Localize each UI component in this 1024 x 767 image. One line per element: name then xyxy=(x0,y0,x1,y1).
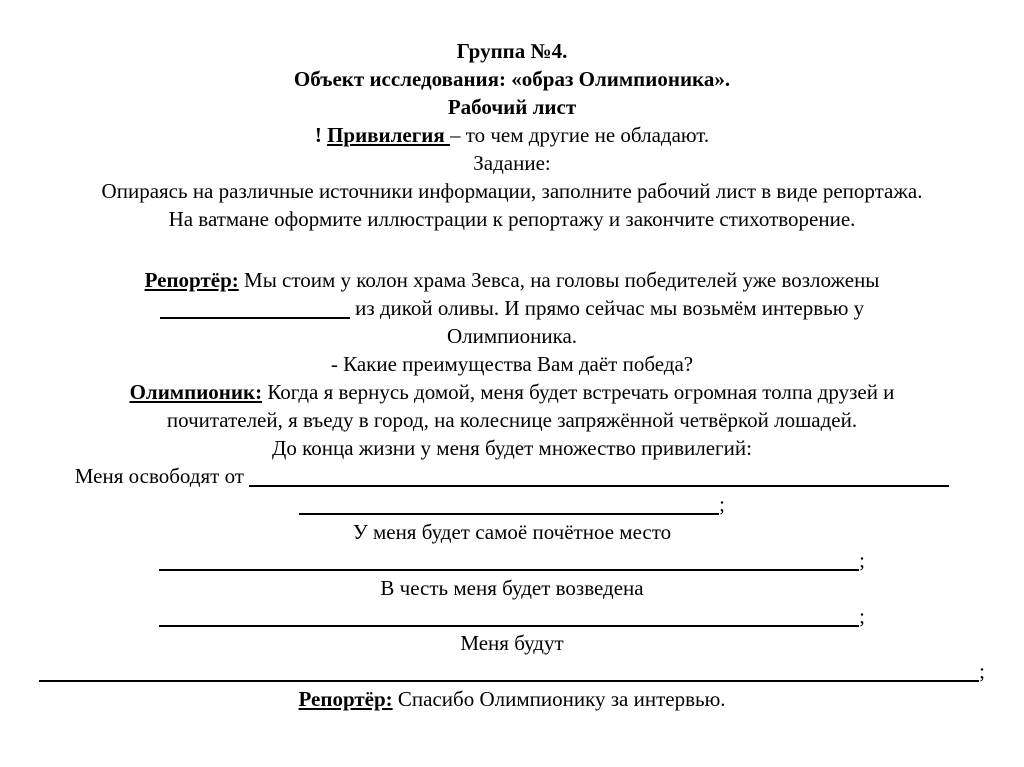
fill-in-terminator-2: ; xyxy=(859,547,865,572)
olympionik-text-1: Когда я вернусь домой, меня будет встречать огромная толпа друзей и xyxy=(267,380,895,405)
interview-question: - Какие преимущества Вам даёт победа? xyxy=(330,352,694,377)
reporter-label: Репортёр: xyxy=(144,268,239,293)
olympionik-line-1 xyxy=(18,379,1006,407)
reporter-line-2 xyxy=(18,295,1006,323)
closing-reporter-label: Репортёр: xyxy=(298,687,393,712)
fill-in-prompt-4: Меня будут xyxy=(460,631,564,656)
fill-in-prompt-2: У меня будет самоё почётное место xyxy=(352,519,672,544)
fill-in-blank-2[interactable] xyxy=(159,569,859,571)
fill-in-terminator-3: ; xyxy=(859,603,865,628)
fill-in-prompt-row-4 xyxy=(18,630,1006,658)
fill-in-blank-4[interactable] xyxy=(39,680,979,682)
definition-line xyxy=(18,122,1006,150)
fill-in-blank-3[interactable] xyxy=(159,625,859,627)
fill-in-prompt-1: Меня освободят от xyxy=(74,463,250,488)
reporter-line-3: Олимпионика. xyxy=(446,324,578,349)
fill-in-row-2 xyxy=(18,547,1006,575)
section-spacer xyxy=(18,233,1006,267)
olympionik-line-3: До конца жизни у меня будет множество привилегий: xyxy=(272,435,752,460)
reporter-line-1 xyxy=(18,267,1006,295)
definition-prefix: ! xyxy=(314,122,328,147)
reporter-text-1: Мы стоим у колон храма Зевса, на головы победителей уже возложены xyxy=(244,268,880,293)
closing-text: Спасибо Олимпионику за интервью. xyxy=(392,687,726,712)
definition-term: Привилегия xyxy=(327,122,450,147)
task-line-1: Опираясь на различные источники информации, заполните рабочий лист в виде репортажа. xyxy=(101,178,923,203)
olympionik-label: Олимпионик: xyxy=(129,380,263,405)
definition-body: – то чем другие не обладают. xyxy=(449,122,710,147)
fill-in-row-1-cont xyxy=(18,491,1006,519)
reporter-text-2: из дикой оливы. И прямо сейчас мы возьмём интервью у xyxy=(355,296,865,321)
task-line-2: На ватмане оформите иллюстрации к репортажу и закончите стихотворение. xyxy=(168,206,856,231)
fill-in-prompt-row-3 xyxy=(18,575,1006,603)
fill-in-prompt-3: В честь меня будет возведена xyxy=(380,575,644,600)
task-heading: Задание: xyxy=(473,150,551,175)
fill-in-prompt-row-2 xyxy=(18,519,1006,547)
fill-in-terminator-1: ; xyxy=(719,491,725,516)
fill-in-blank-1b[interactable] xyxy=(299,513,719,515)
fill-in-terminator-4: ; xyxy=(979,659,985,684)
fill-in-blank-1a[interactable] xyxy=(249,485,949,487)
page-title-line-2: Объект исследования: «образ Олимпионика». xyxy=(293,66,731,91)
fill-in-row-3 xyxy=(18,603,1006,631)
page-title-line-1: Группа №4. xyxy=(456,39,568,63)
fill-in-row-4 xyxy=(18,658,1006,686)
olympionik-line-2: почитателей, я въеду в город, на колеснице запряжённой четвёркой лошадей. xyxy=(166,408,858,433)
closing-line xyxy=(18,686,1006,714)
fill-in-blank-inline[interactable] xyxy=(160,317,350,319)
fill-in-row-1 xyxy=(18,463,1006,491)
page-title-line-3: Рабочий лист xyxy=(447,94,577,119)
